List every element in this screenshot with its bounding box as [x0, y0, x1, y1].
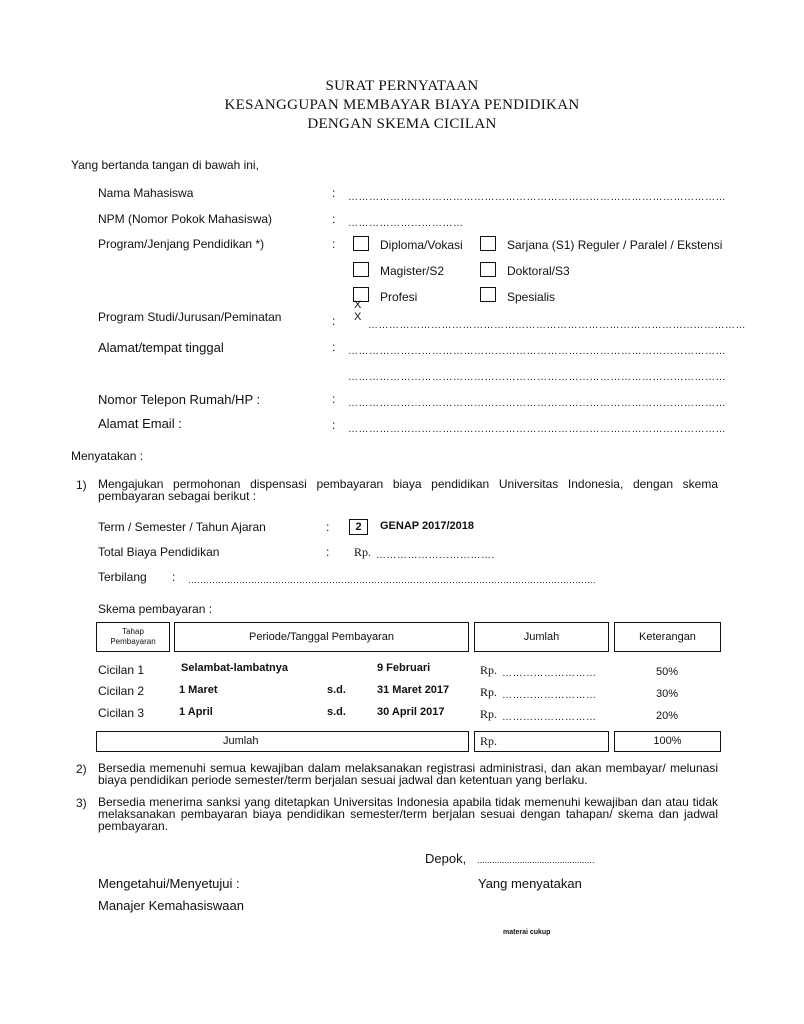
- row-1-end: 9 Februari: [377, 662, 431, 674]
- row-3-label: Cicilan 3: [98, 706, 145, 720]
- header-keterangan-text: Keterangan: [639, 631, 696, 643]
- telepon-colon: :: [332, 392, 336, 406]
- materai-label: materai cukup: [503, 929, 551, 936]
- point-3-number: 3): [76, 796, 87, 810]
- telepon-label: Nomor Telepon Rumah/HP :: [98, 392, 261, 407]
- spesialis-checkbox[interactable]: [480, 287, 496, 302]
- menyatakan-label: Menyatakan :: [71, 449, 144, 463]
- nama-label: Nama Mahasiswa: [98, 186, 194, 200]
- x-mark-2: X: [354, 311, 362, 323]
- terbilang-label: Terbilang: [98, 570, 147, 584]
- manajer-label: Manajer Kemahasiswaan: [98, 898, 244, 913]
- mengetahui-label: Mengetahui/Menyetujui :: [98, 876, 240, 891]
- total-pct-cell: [614, 731, 721, 752]
- terbilang-colon: :: [172, 570, 176, 584]
- prodi-field[interactable]: ………………………………………………………………………………………………: [368, 320, 746, 331]
- header-periode: [174, 622, 469, 652]
- prodi-colon: :: [332, 314, 336, 328]
- term-label: Term / Semester / Tahun Ajaran: [98, 520, 266, 534]
- row-3-sd: s.d.: [327, 706, 346, 718]
- nama-field[interactable]: ………………………………………………………………………………………………: [348, 192, 726, 203]
- spesialis-label: Spesialis: [507, 290, 556, 304]
- sarjana-label: Sarjana (S1) Reguler / Paralel / Ekstensi: [507, 238, 723, 252]
- alamat-colon: :: [332, 340, 336, 354]
- row-1-pct: 50%: [656, 666, 679, 678]
- program-colon: :: [332, 237, 336, 251]
- row-2-start: 1 Maret: [179, 684, 218, 696]
- row-1-label: Cicilan 1: [98, 663, 145, 677]
- email-field[interactable]: ………………………………………………………………………………………………: [348, 424, 726, 435]
- email-label: Alamat Email :: [98, 416, 182, 431]
- skema-label: Skema pembayaran :: [98, 602, 213, 616]
- point-2-number: 2): [76, 762, 87, 776]
- row-3-amount[interactable]: ………………………: [502, 712, 597, 723]
- date-field[interactable]: ...............................................: [477, 855, 595, 865]
- alamat-field-2[interactable]: ………………………………………………………………………………………………: [348, 372, 726, 383]
- email-colon: :: [332, 418, 336, 432]
- doktoral-label: Doktoral/S3: [507, 264, 570, 278]
- total-amount-rp: Rp.: [480, 734, 498, 748]
- point-1-number: 1): [76, 478, 87, 492]
- title-line-2: KESANGGUPAN MEMBAYAR BIAYA PENDIDIKAN: [224, 97, 580, 113]
- intro-text: Yang bertanda tangan di bawah ini,: [71, 158, 259, 172]
- header-jumlah: [474, 622, 609, 652]
- profesi-label: Profesi: [380, 290, 418, 304]
- row-2-pct: 30%: [656, 688, 679, 700]
- npm-colon: :: [332, 212, 336, 226]
- term-colon: :: [326, 520, 330, 534]
- total-colon: :: [326, 545, 330, 559]
- header-jumlah-text: Jumlah: [523, 631, 560, 643]
- telepon-field[interactable]: ………………………………………………………………………………………………: [348, 398, 726, 409]
- term-value: GENAP 2017/2018: [380, 520, 474, 532]
- row-1-start: Selambat-lambatnya: [181, 662, 288, 674]
- header-periode-text: Periode/Tanggal Pembayaran: [249, 631, 394, 643]
- total-rp: Rp.: [354, 545, 372, 559]
- diploma-checkbox[interactable]: [353, 236, 369, 251]
- row-3-end: 30 April 2017: [377, 706, 445, 718]
- row-2-end: 31 Maret 2017: [377, 684, 450, 696]
- point-1-text: Mengajukan permohonan dispensasi pembayaran biaya pendidikan Universitas Indonesia, dengan skema pembayaran sebagai berikut :: [98, 477, 718, 503]
- semester-box[interactable]: [349, 519, 368, 535]
- row-3-start: 1 April: [179, 706, 213, 718]
- sarjana-checkbox[interactable]: [480, 236, 496, 251]
- total-jumlah-label: Jumlah: [223, 735, 259, 747]
- alamat-field-1[interactable]: ………………………………………………………………………………………………: [348, 346, 726, 357]
- row-3-pct: 20%: [656, 710, 679, 722]
- magister-checkbox[interactable]: [353, 262, 369, 277]
- total-jumlah-cell: [96, 731, 469, 752]
- npm-label: NPM (Nomor Pokok Mahasiswa): [98, 212, 273, 226]
- yang-menyatakan-label: Yang menyatakan: [478, 876, 582, 891]
- nama-colon: :: [332, 186, 336, 200]
- header-tahap: [96, 622, 170, 652]
- row-2-label: Cicilan 2: [98, 684, 145, 698]
- x-mark-1: X: [354, 299, 362, 311]
- depok-label: Depok,: [425, 851, 467, 866]
- row-1-rp: Rp.: [480, 663, 498, 677]
- row-2-amount[interactable]: ………………………: [502, 690, 597, 701]
- magister-label: Magister/S2: [380, 264, 445, 278]
- row-2-rp: Rp.: [480, 685, 498, 699]
- total-pct: 100%: [653, 735, 682, 747]
- npm-field[interactable]: ……………………………: [348, 218, 464, 229]
- terbilang-field[interactable]: ……………………………………………………………………………………………………………………….: [188, 575, 596, 585]
- point-3-text: Bersedia menerima sanksi yang ditetapkan Universitas Indonesia apabila tidak memenuhi kewajiban dan atau tidak melaksanakan pembayaran biaya pendidikan semester/term berjalan sesuai dengan tahapan/ skema dan jadwal pembayaran.: [98, 795, 718, 833]
- prodi-label: Program Studi/Jurusan/Peminatan: [98, 310, 282, 324]
- row-1-amount[interactable]: ………………………: [502, 668, 597, 679]
- program-label: Program/Jenjang Pendidikan *): [98, 237, 265, 251]
- total-field[interactable]: …………………………….: [376, 550, 495, 561]
- semester-box-value: 2: [355, 521, 362, 533]
- diploma-label: Diploma/Vokasi: [380, 238, 463, 252]
- total-amount-cell[interactable]: [474, 731, 609, 752]
- header-tahap-text: Tahap Pembayaran: [110, 627, 156, 646]
- title-line-1: SURAT PERNYATAAN: [325, 78, 479, 94]
- header-keterangan: [614, 622, 721, 652]
- total-label: Total Biaya Pendidikan: [98, 545, 220, 559]
- row-3-rp: Rp.: [480, 707, 498, 721]
- alamat-label: Alamat/tempat tinggal: [98, 340, 224, 355]
- doktoral-checkbox[interactable]: [480, 262, 496, 277]
- point-2-text: Bersedia memenuhi semua kewajiban dalam melaksanakan registrasi administrasi, dan akan membayar/ melunasi biaya pendidikan periode semester/term berjalan sesuai jadwal dan ketentuan yang berlaku.: [98, 761, 718, 787]
- row-2-sd: s.d.: [327, 684, 346, 696]
- title-line-3: DENGAN SKEMA CICILAN: [307, 116, 497, 132]
